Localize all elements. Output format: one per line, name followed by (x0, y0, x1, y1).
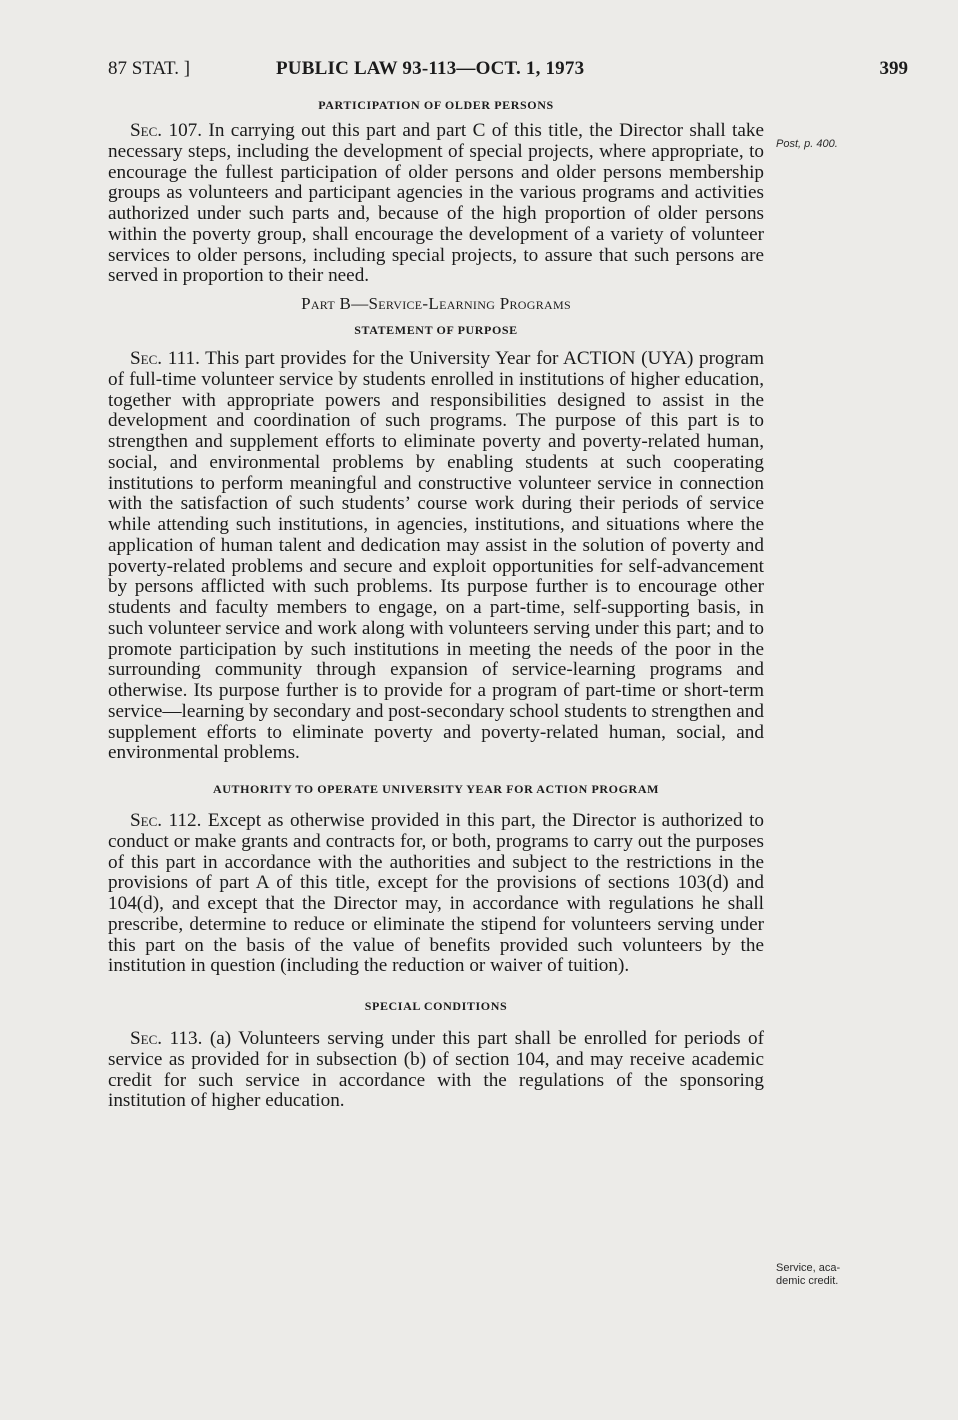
running-head (108, 58, 908, 84)
section-text: 111. This part provides for the University Year for ACTION (UYA) program of full-time volunteer service by students enrolled in institutions of higher education, together with appropriate powers and responsibilities designed to assist in the development and coordination of such programs. The purpose of this part is to strengthen and supplement efforts to eliminate poverty and poverty-related human, social, and environmental problems by enabling students at such cooperating institutions to perform meaningful and constructive volunteer service in connection with the satisfaction of such students’ course work during their periods of service while attending such institutions, in agencies, institutions, and situations where the application of human talent and dedication may assist in the solution of poverty and poverty-related problems and secure and exploit opportunities for self-advancement by persons afflicted with such problems. Its purpose further is to encourage other students and faculty members to engage, on a part-time, self-supporting basis, in such volunteer service and work along with volunteers serving under this part; and to promote participation by such institutions in meeting the needs of the poor in the surrounding community through expansion of service-learning programs and otherwise. Its purpose further is to provide for a program of part-time or short-term service—learning by secondary and post-secondary school students to strengthen and supplement efforts to eliminate poverty and poverty-related human, social, and environmental problems. (108, 348, 764, 764)
section-heading: AUTHORITY TO OPERATE UNIVERSITY YEAR FOR ACTION PROGRAM (212, 782, 660, 796)
section-text: 112. Except as otherwise provided in this part, the Director is authorized to conduct or make grants and contracts for, or both, programs to carry out the purposes of this part in accordance with the authorities and subject to the restrictions in the provisions of part A of this title, except for the provisions of sections 103(d) and 104(d), and except that the Director may, in accordance with regulations he shall prescribe, determine to reduce or eliminate the stipend for volunteers serving under this part on the basis of the value of benefits provided such volunteers by the institution in question (including the reduction or waiver of tuition). (108, 810, 764, 977)
section-label: Sec. (130, 810, 163, 831)
section-113-paragraph (108, 1029, 764, 1112)
margin-note-line: Service, aca- (776, 1262, 841, 1274)
section-text: 113. (a) Volunteers serving under this part shall be enrolled for periods of service as provided for in subsection (b) of section 104, and may receive academic credit for such service in accordance with the regulations of the sponsoring institution of higher education. (108, 1028, 764, 1112)
margin-note-post: Post, p. 400. (776, 138, 838, 150)
body-text (108, 96, 764, 1112)
section-label: Sec. (130, 348, 163, 369)
margin-note-line: demic credit. (776, 1275, 839, 1287)
public-law-title: PUBLIC LAW 93-113—OCT. 1, 1973 (276, 58, 585, 79)
section-112-paragraph (108, 811, 764, 977)
margin-note-service (776, 1262, 896, 1288)
part-heading: Part B—Service-Learning Programs (301, 294, 571, 313)
statute-citation: 87 STAT. ] (108, 58, 191, 79)
section-label: Sec. (130, 120, 163, 141)
section-heading: PARTICIPATION OF OLDER PERSONS (318, 98, 554, 112)
section-label: Sec. (130, 1028, 163, 1049)
section-heading: STATEMENT OF PURPOSE (354, 323, 518, 337)
section-text: 107. In carrying out this part and part C of this title, the Director shall take necessary steps, including the development of special projects, where appropriate, to encourage the fullest participation of older persons and older persons membership groups as volunteers and participant agencies in the various programs and activities authorized under such parts and, because of the high proportion of older persons within the poverty group, shall encourage the development of a variety of volunteer services to older persons, including special projects, to assure that such persons are served in proportion to their need. (108, 120, 764, 287)
page-number: 399 (879, 58, 908, 79)
section-111-paragraph (108, 349, 764, 764)
section-heading: SPECIAL CONDITIONS (364, 999, 508, 1013)
section-107-paragraph (108, 121, 764, 287)
